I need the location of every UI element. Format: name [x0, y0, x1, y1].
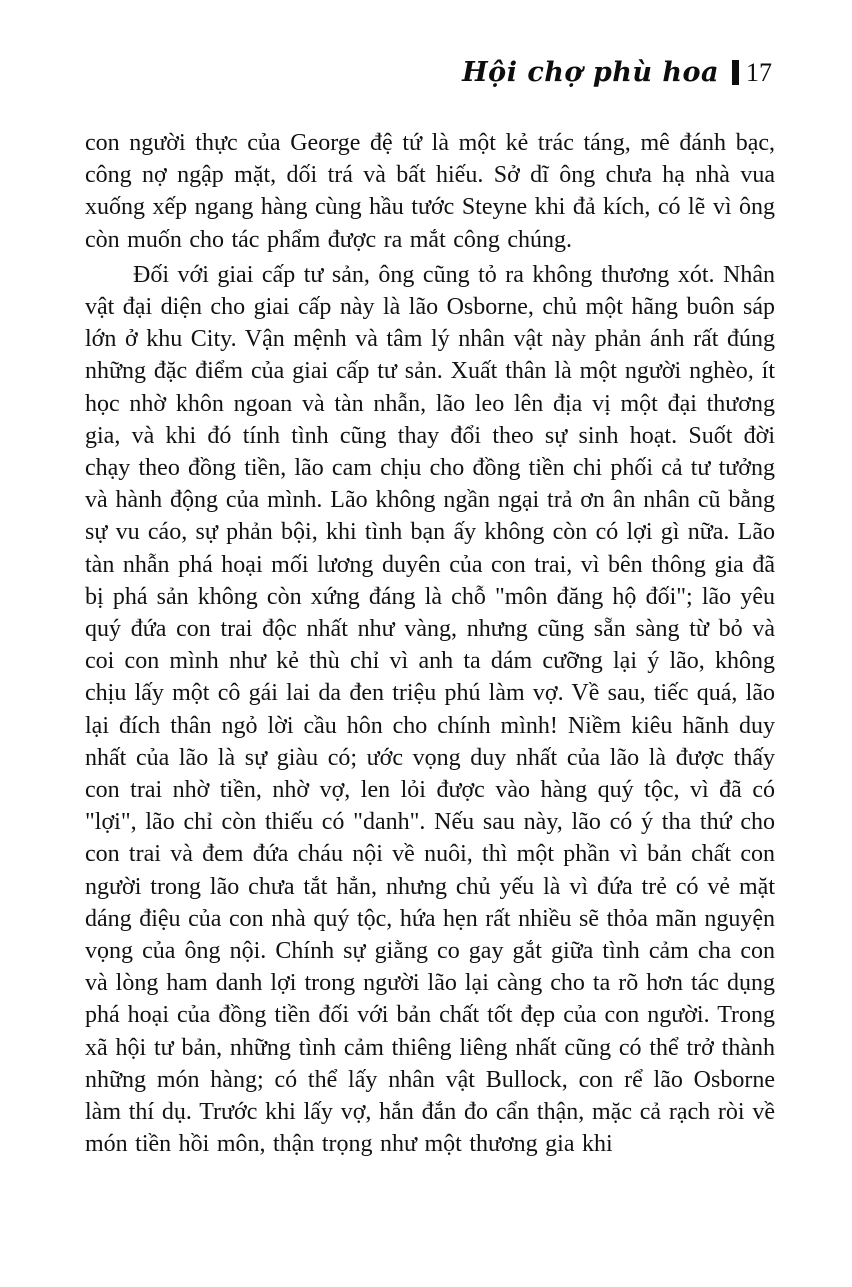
running-header [462, 57, 772, 88]
paragraph-continuation: con người thực của George đệ tứ là một kẻ trác táng, mê đánh bạc, công nợ ngập mặt, dối trá và bất hiếu. Sở dĩ ông chưa hạ nhà vua xuống xếp ngang hàng cùng hầu tước Steyne khi đả kích, có lẽ vì ông còn muốn cho tác phẩm được ra mắt công chúng. [85, 130, 775, 253]
vertical-bar-icon [732, 60, 739, 85]
paragraph: Đối với giai cấp tư sản, ông cũng tỏ ra không thương xót. Nhân vật đại diện cho giai cấp này là lão Osborne, chủ một hãng buôn sáp lớn ở khu City. Vận mệnh và tâm lý nhân vật này phản ánh rất đúng những đặc điểm của giai cấp tư sản. Xuất thân là một người nghèo, ít học nhờ khôn ngoan và tàn nhẫn, lão leo lên địa vị một đại thương gia, và khi đó tính tình cũng thay đổi theo sự sinh hoạt. Suốt đời chạy theo đồng tiền, lão cam chịu cho đồng tiền chi phối cả tư tưởng và hành động của mình. Lão không ngần ngại trả ơn ân nhân cũ bằng sự vu cáo, sự phản bội, khi tình bạn ấy không còn có lợi gì nữa. Lão tàn nhẫn phá hoại mối lương duyên của con trai, vì bên thông gia đã bị phá sản không còn xứng đáng là chỗ "môn đăng hộ đối"; lão yêu quý đứa con trai độc nhất như vàng, nhưng cũng sẵn sàng từ bỏ và coi con mình như kẻ thù chỉ vì anh ta dám cưỡng lại ý lão, không chịu lấy một cô gái lai da đen triệu phú làm vợ. Về sau, tiếc quá, lão lại đích thân ngỏ lời cầu hôn cho chính mình! Niềm kiêu hãnh duy nhất của lão là sự giàu có; ước vọng duy nhất của lão là được thấy con trai nhờ tiền, nhờ vợ, len lỏi được vào hàng quý tộc, vì đã có "lợi", lão chỉ còn thiếu có "danh". Nếu sau này, lão có ý tha thứ cho con trai và đem đứa cháu nội về nuôi, thì một phần vì bản chất con người trong lão chưa tắt hẳn, nhưng chủ yếu là vì đứa trẻ có vẻ mặt dáng điệu của con nhà quý tộc, hứa hẹn rất nhiều sẽ thỏa mãn nguyện vọng của ông nội. Chính sự giằng co gay gắt giữa tình cảm cha con và lòng ham danh lợi trong người lão lại càng cho ta rõ hơn tác dụng phá hoại của đồng tiền đối với bản chất tốt đẹp của con người. Trong xã hội tư bản, những tình cảm thiêng liêng nhất cũng có thể trở thành những món hàng; có thể lấy nhân vật Bullock, con rể lão Osborne làm thí dụ. Trước khi lấy vợ, hắn đắn đo cẩn thận, mặc cả rạch ròi về món tiền hồi môn, thận trọng như một thương gia khi [85, 261, 775, 1158]
book-title: Hội chợ phù hoa [462, 57, 719, 88]
page-body [85, 127, 775, 1161]
page-number: 17 [746, 57, 772, 87]
